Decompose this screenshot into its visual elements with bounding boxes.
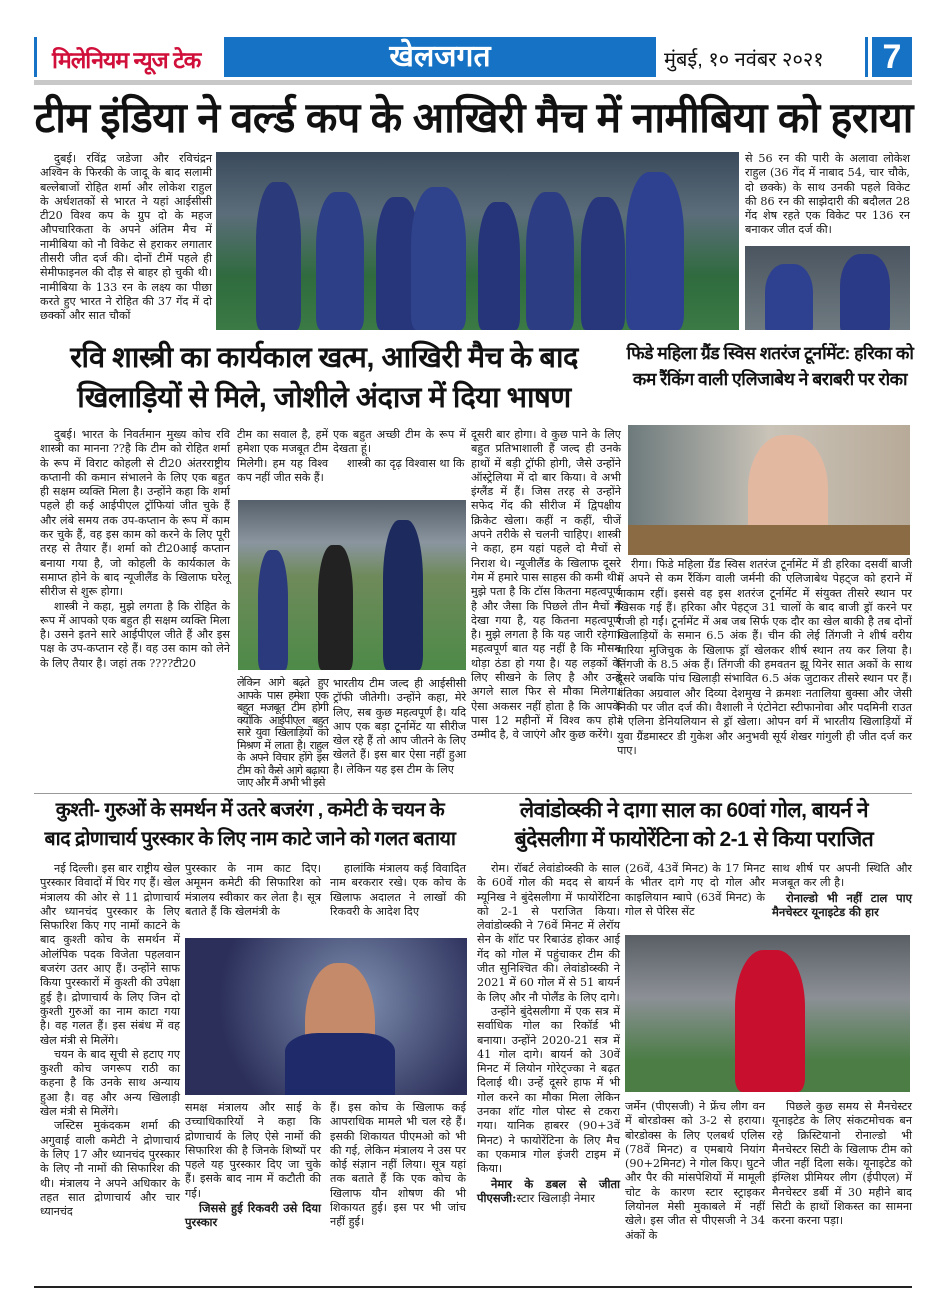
masthead-left-bar <box>34 37 37 77</box>
dateline: मुंबई, १० नवंबर २०२१ <box>664 49 824 71</box>
story2-col3-top <box>333 428 466 471</box>
story4-col2-bottom <box>185 1101 321 1230</box>
story2-col3-bottom <box>333 677 466 777</box>
story4-paragraph: हालांकि मंत्रालय कई विवादित नाम बरकरार रखे। एक कोच के खिलाफ अदालत ने लाखों की रिकवरी के आदेश दिए <box>330 862 466 918</box>
story1-paragraph: दुबई। रविंद्र जडेजा और रविचंद्रन अश्विन के फिरकी के जादू के बाद सलामी बल्लेबाजों रोहित शर्मा और लोकेश राहुल के अर्धशतकों से भारत ने यहां आईसीसी टी20 विश्व कप के ग्रुप दो के महज औपचारिकता के अपने अंतिम मैच में नामीबिया को नौ विकेट से हराकर लगातार तीसरी जीत दर्ज की। दोनों टीमें पहले ही सेमीफाइनल की दौड़ से बाहर हो चुकी थी। नामीबिया के 133 रन के लक्ष्य का पीछा करते हुए भारत ने रोहित की 37 गेंद में दो छक्कों और सात चौकों <box>40 152 212 323</box>
story2-paragraph: दूसरी बार होगा। वे कुछ पाने के लिए बहुत प्रतिभाशाली हैं जल्द ही उनके हाथों में बड़ी ट्रॉफी होगी, जैसे उन्होंने ऑस्ट्रेलिया में दो बार किया। वे अभी इंग्लैंड में हैं। जिस तरह से उन्होंने सफेद गेंद की सीरीज में द्विपक्षीय क्रिकेट खेला। कहीं न कहीं, चीजें अपने तरीके से चलनी चाहिए। शास्त्री ने कहा, हम यहां पहले दो मैचों से निराश थे। न्यूजीलैंड के खिलाफ दूसरे गेम में हमारे पास साहस की कमी थी। मुझे पता है कि टॉस कितना महत्वपूर्ण है और जैसा कि पिछले तीन मैचों में देखा गया है, यह कितना महत्वपूर्ण है। मुझे लगता है कि यह जारी रहेगा। महत्वपूर्ण बात यह नहीं है कि मौसम थोड़ा ठंडा हो गया है। यह लड़कों के लिए सीखने के लिए है और उन्हें अगले साल फिर से मौका मिलेगा। ऐसा अकसर नहीं होता है कि आपके पास 12 महीनों में विश्व कप हो। उम्मीद है, वे जाएंगे और कुछ करेंगे। <box>471 428 621 742</box>
story2-col2-top <box>237 428 328 485</box>
story2-col4 <box>471 428 621 743</box>
story4-col1 <box>40 862 180 1219</box>
section-banner <box>224 37 656 77</box>
story4-col3-top <box>330 862 466 919</box>
story2-col2-bottom <box>237 677 328 790</box>
story2-paragraph: भारतीय टीम जल्द ही आईसीसी ट्रॉफी जीतेगी। उन्होंने कहा, मेरे लिए, सब कुछ महत्वपूर्ण है। यदि आप एक बड़ा टूर्नामेंट या सीरीज खेल रहे हैं तो आप जीतने के लिए खेलते हैं। इस बार ऐसा नहीं हुआ है। लेकिन यह इस टीम के लिए <box>333 677 466 776</box>
headline-line: खिलाड़ियों से मिले, जोशीले अंदाज में दिया भाषण <box>77 382 571 414</box>
story5-subhead-psg <box>477 1177 620 1206</box>
story2-paragraph: लेकिन आगे बढ़ते हुए आपके पास हमेशा एक बहुत मजबूत टीम होगी क्योंकि आईपीएल बहुत सारे युवा खिलाड़ियों को मिश्रण में लाता है। राहुल के अपने विचार होंगे इस टीम को कैसे आगे बढ़ाया जाए और मैं अभी भी इसे <box>237 676 328 789</box>
story4-paragraph: हैं। इस कोच के खिलाफ कई आपराधिक मामले भी चल रहे हैं। इसकी शिकायत पीएमओ को भी की गई, लेकिन मंत्रालय ने उस पर कोई संज्ञान नहीं लिया। सूत्र यहां तक बताते हैं कि एक कोच के खिलाफ यौन शोषण की भी शिकायत हुई। इस पर भी जांच नहीं हुई। <box>330 1101 466 1229</box>
story5-col3-bottom <box>772 1100 912 1229</box>
headline-story1: टीम इंडिया ने वर्ल्ड कप के आखिरी मैच में नामीबिया को हराया <box>34 94 913 141</box>
story3-paragraph: रीगा। फिडे महिला ग्रैंड स्विस शतरंज टूर्नामेंट में डी हरिका दसवीं बाजी में अपने से कम रैंकिंग वाली जर्मनी की एलिजाबेथ पेहट्ज को हराने में नाकाम रहीं। इससे वह इस शतरंज टूर्नामेंट में संयुक्त तीसरे स्थान पर खिसक गई हैं। हरिका और पेहट्ज 31 चालों के बाद बाजी ड्रॉ करने पर राजी हो गईं। टूर्नामेंट में अब जब सिर्फ एक दौर का खेल बाकी है तब दोनों खिलाड़ियों के समान 6.5 अंक हैं। चीन की लेई तिंगजी ने शीर्ष वरीय मारिया मुजिचुक के खिलाफ ड्रॉ खेलकर शीर्ष स्थान तय कर लिया है। तिंगजी के 8.5 अंक हैं। तिंगजी की हमवतन झू यिनेर सात अकों के साथ दूसरे जबकि पांच खिलाड़ी संभावित 6.5 अंक जुटाकर तीसरे स्थान पर हैं। वंतिका अग्रवाल और दिव्या देशमुख ने क्रमशः नतालिया बुक्सा और जेसी निकी पर जीत दर्ज की। वैशाली ने एंटोनेटा स्टीफानोवा और पदमिनी राउत ने एलिना डेनियलियान से ड्रॉ खेला। ओपन वर्ग में भारतीय खिलाड़ियों में युवा ग्रैंडमास्टर डी गुकेश और अनुभवी सूर्य शेखर गांगुली ही जीत दर्ज कर पाए। <box>617 558 912 757</box>
story5-col2-top <box>625 862 765 919</box>
photo-rohit-rahul <box>745 246 910 330</box>
photo-team-india <box>216 152 739 330</box>
section-divider <box>34 793 912 794</box>
page-number: 7 <box>882 38 902 76</box>
story1-col2 <box>745 152 910 238</box>
story5-col3-top <box>772 862 912 919</box>
headline-story2 <box>34 338 614 418</box>
story2-paragraph: दुबई। भारत के निवर्तमान मुख्य कोच रवि शास्त्री का मानना ??है कि टीम को रोहित शर्मा के रूप में विराट कोहली से टी20 अंतरराष्ट्रीय कप्तानी की कमान संभालने के लिए एक बहुत ही सक्षम व्यक्ति मिला है। उन्होंने कहा कि शर्मा पहले ही कई आईपीएल ट्रॉफियां जीत चुके हैं और लंबे समय तक उप-कप्तान के रूप में काम कर चुके हैं, वह इस काम को करने के लिए पूरी तरह से तैयार हैं। शर्मा को टी20आई कप्तान बनाया गया है, जो कोहली के कार्यकाल के समाप्त होने के बाद न्यूजीलैंड के खिलाफ घरेलू सीरीज से शुरू होगा। <box>40 428 230 599</box>
page-number-box <box>868 37 912 77</box>
story5-subhead-ronaldo: रोनाल्डो भी नहीं टाल पाए मैनचेस्टर यूनाइटेड की हार <box>772 890 912 919</box>
paper-name: मिलेनियम न्यूज टेक <box>52 47 201 73</box>
photo-harika <box>628 425 910 555</box>
story1-col1 <box>40 152 212 324</box>
subhead-text: नेमार के डबल से जीता पीएसजी: <box>477 1176 620 1205</box>
story2-paragraph: टीम का सवाल है, हमें हमेशा एक मजबूत टीम मिलेगी। हम यह विश्व कप नहीं जीत सके हैं। <box>237 428 328 484</box>
story5-paragraph: जर्मेन (पीएसजी) ने फ्रेंच लीग वन में बोरडोक्स को 3-2 से हराया। बोरडोक्स के लिए एलबर्थ एलिस (78वें मिनट) व एमबाये नियांग (90+2मिनट) ने गोल किए। घुटने और पैर की मांसपेशियों में मामूली चोट के कारण स्टार स्ट्राइकर लियोनल मेसी मुकाबले में नहीं खेले। इस जीत से पीएसजी ने 34 अंकों के <box>625 1100 765 1242</box>
story4-paragraph: समक्ष मंत्रालय और साई के उच्चाधिकारियों ने कहा कि द्रोणाचार्य के लिए ऐसे नामों की सिफारिश की है जिनके शिष्यों पर पहले यह पुरस्कार दिए जा चुके हैं। इसके बाद नाम में कटौती की गई। <box>185 1101 321 1200</box>
footer-rule <box>34 1286 912 1288</box>
story2-paragraph: एक बहुत अच्छी टीम के रूप में देखता हूं। <box>333 428 466 456</box>
section-title: खेलजगत <box>389 40 491 73</box>
headline-story4 <box>34 796 466 854</box>
story5-col2-bottom <box>625 1100 765 1243</box>
headline-story5 <box>474 796 914 854</box>
headline-line: कुश्ती- गुरुओं के समर्थन में उतरे बजरंग , कमेटी के चयन के <box>55 799 445 821</box>
story1-paragraph: से 56 रन की पारी के अलावा लोकेश राहुल (36 गेंद में नाबाद 54, चार चौके, दो छक्के) के साथ उनकी पहले विकेट की 86 रन की साझेदारी की बदौलत 28 गेंद शेष रहते एक विकेट पर 136 रन बनाकर जीत दर्ज की। <box>745 152 910 237</box>
headline-line: बुंदेसलीगा में फायोरेंटिना को 2-1 से किया पराजित <box>514 828 874 851</box>
story5-paragraph: साथ शीर्ष पर अपनी स्थिति और मजबूत कर ली है। <box>772 862 912 890</box>
story5-paragraph: स्टार खिलाड़ी नेमार <box>516 1190 595 1205</box>
story5-col1 <box>477 862 620 1205</box>
story4-paragraph: नई दिल्ली। इस बार राष्ट्रीय खेल पुरस्कार विवादों में घिर गए हैं। खेल मंत्रालय की ओर से 11 द्रोणाचार्य और ध्यानचंद पुरस्कार के लिए सिफारिश किए गए नामों काटने के बाद कुश्ती कोच के समर्थन में ओलंपिक पदक विजेता पहलवान बजरंग उतर आए हैं। उन्होंने साफ किया पुरस्कारों में कुश्ती की उपेक्षा हुई है। द्रोणाचार्य के लिए जिन दो कुश्ती गुरुओं का नाम काटा गया है। वह गलत हैं। इस संबंध में वह खेल मंत्री से मिलेंगे। <box>40 862 180 1047</box>
headline-line: रवि शास्त्री का कार्यकाल खत्म, आखिरी मैच के बाद <box>70 342 578 374</box>
photo-bajrang <box>185 938 467 1095</box>
story2-paragraph: शास्त्री का दृढ़ विश्वास था कि <box>347 456 465 470</box>
headline-story1-box <box>34 90 912 148</box>
photo-lewandowski <box>625 935 910 1092</box>
masthead <box>34 37 912 81</box>
story2-col1 <box>40 428 230 671</box>
headline-story3: फिडे महिला ग्रैंड स्विस शतरंज टूर्नामेंट: हरिका को कम रैंकिंग वाली एलिजाबेथ ने बराबरी पर रोका <box>626 343 914 389</box>
story4-paragraph: जस्टिस मुकंदकम शर्मा की अगुवाई वाली कमेटी ने द्रोणाचार्य के लिए 17 और ध्यानचंद पुरस्कार के लिए नौ नामों की सिफारिश की थी। मंत्रालय ने अपने अधिकार के तहत सात द्रोणाचार्य और चार ध्यानचंद <box>40 1119 180 1219</box>
story2-paragraph: शास्त्री ने कहा, मुझे लगता है कि रोहित के रूप में आपको एक बहुत ही सक्षम व्यक्ति मिला है। उसने इतने सारे आईपीएल जीते हैं और इस पक्ष के उप-कप्तान रहे हैं। वह उस काम को लेने के लिए तैयार है। जहां तक ????टी20 <box>40 599 230 670</box>
headline-line: लेवांडोव्स्की ने दागा साल का 60वां गोल, बायर्न ने <box>519 799 869 822</box>
headline-line: बाद द्रोणाचार्य पुरस्कार के लिए नाम काटे जाने को गलत बताया <box>44 828 456 850</box>
story5-paragraph: पिछले कुछ समय से मैनचेस्टर यूनाइटेड के लिए संकटमोचक बन रहे क्रिस्टियानो रोनाल्डो भी मैनचेस्टर सिटी के खिलाफ टीम को जीत नहीं दिला सके। यूनाइटेड को इंग्लिश प्रीमियर लीग (ईपीएल) में मैनचेस्टर डर्बी में 30 महीने बाद सिटी के हाथों शिकस्त का सामना करना करना पड़ा। <box>772 1100 912 1228</box>
story4-col3-bottom <box>330 1101 466 1230</box>
story4-paragraph: पुरस्कार के नाम काट दिए। अमूमन कमेटी की सिफारिश को मंत्रालय स्वीकार कर लेता है। सूत्र बताते हैं कि खेलमंत्री के <box>185 862 321 918</box>
story5-paragraph: रोम। रॉबर्ट लेवांडोव्स्की के साल के 60वें गोल की मदद से बायर्न म्यूनिख ने बुंदेसलीगा में फायोरेंटिना को 2-1 से पराजित किया। लेवांडोव्स्की ने 76वें मिनट में लेरॉय सेन के शॉट पर रिबाउंड होकर आई गेंद को गोल में पहुंचाकर टीम की जीत सुनिश्चित की। लेवांडोव्स्की ने 2021 में 60 गोल में से 51 बायर्न के लिए और नौ पोलैंड के लिए दागे। <box>477 862 620 1004</box>
story5-paragraph: उन्होंने बुंदेसलीगा में एक सत्र में सर्वाधिक गोल का रिकॉर्ड भी बनाया। उन्होंने 2020-21 सत्र में 41 गोल दागे। बायर्न को 30वें मिनट में लियोन गोरेट्ज्का ने बढ़त दिलाई थी। उन्हें दूसरे हाफ में भी गोल करने का मौका मिला लेकिन उनका शॉट गोल पोस्ट से टकरा गया। यानिक हाबरर (90+3वें मिनट) ने फायोरेंटिना के लिए मैच का एकमात्र गोल इंजरी टाइम में किया। <box>477 1004 620 1176</box>
story4-col2-top <box>185 862 321 919</box>
story5-paragraph: (26वें, 43वें मिनट) के 17 मिनट के भीतर दागे गए दो गोल और काइलियान म्बापे (63वें मिनट) के गोल से पेरिस सेंट <box>625 862 765 918</box>
photo-shastri <box>238 500 466 670</box>
story4-paragraph: चयन के बाद सूची से हटाए गए कुश्ती कोच जगरूप राठी का कहना है कि उनके साथ अन्याय हुआ है। वह और अन्य खिलाड़ी खेल मंत्री से मिलेंगे। <box>40 1047 180 1119</box>
story4-subhead: जिससे हुई रिकवरी उसे दिया पुरस्कार <box>185 1201 321 1230</box>
masthead-rule <box>34 80 912 85</box>
story3-body <box>617 558 912 758</box>
